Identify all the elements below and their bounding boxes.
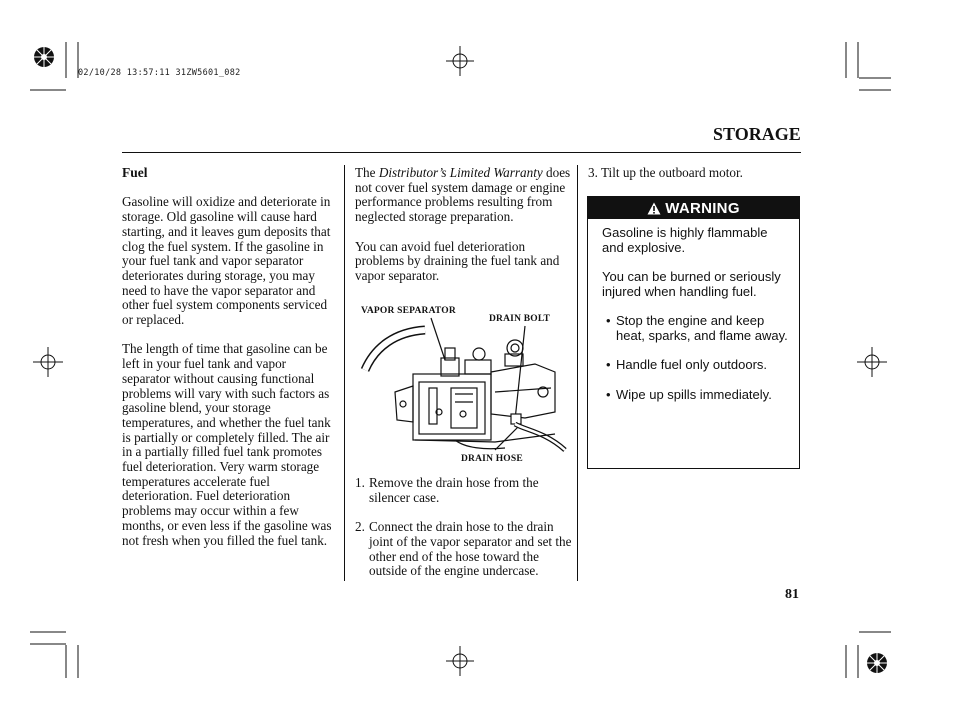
warning-title: WARNING (665, 199, 740, 217)
fuel-paragraph-2: The length of time that gasoline can be left in your fuel tank and vapor separator without causing functional problems will vary with such factors as gasoline blend, your storage temperatures, and whether the fuel tank is partially or completely filled. The air in a partially filled fuel tank promotes fuel deterioration. Very warm storage temperatures accelerate fuel deterioration. Fuel deterioration problems may occur within a few months, or even less if the gasoline was not fresh when you filled the fuel tank. (122, 341, 332, 548)
step-3-number: 3. (588, 165, 598, 180)
steps-list (355, 476, 573, 579)
warning-bullet: • Stop the engine and keep heat, sparks, and flame away. (606, 314, 789, 343)
step-1-text: Remove the drain hose from the silencer case. (369, 475, 539, 505)
warning-paragraph-2: You can be burned or seriously injured when handling fuel. (602, 269, 781, 299)
section-title: STORAGE (713, 124, 801, 144)
warning-paragraph-1: Gasoline is highly flammable and explosive. (602, 225, 768, 255)
column-draining (355, 166, 573, 284)
draining-steps (355, 476, 573, 579)
step-2-text: Connect the drain hose to the drain joint of the vapor separator and set the other end of the hose toward the outside of the engine undercase. (369, 519, 572, 579)
fuel-heading: Fuel (122, 165, 148, 180)
engine-illustration (355, 302, 575, 452)
print-stamp: 02/10/28 13:57:11 31ZW5601_082 (78, 68, 241, 78)
registration-target-top-left (34, 47, 54, 67)
registration-target-bottom-right (867, 653, 887, 673)
warning-bullet: • Handle fuel only outdoors. (606, 358, 789, 373)
step-3-text: Tilt up the outboard motor. (600, 165, 743, 180)
header-rule (122, 152, 801, 153)
vapor-separator-diagram (355, 302, 575, 472)
step-2-number: 2. (355, 519, 365, 535)
step-1-number: 1. (355, 475, 365, 490)
warranty-title: Distributor’s Limited Warranty (378, 165, 543, 180)
warranty-text-pre: The (355, 165, 379, 180)
label-vapor-separator: VAPOR SEPARATOR (361, 306, 456, 316)
fuel-paragraph-1: Gasoline will oxidize and deteriorate in storage. Old gasoline will cause hard starting, and it leaves gum deposits that clog the fuel system. If the gasoline in your fuel tank and vapor separator deteriorates during storage, you may need to have the vapor separator and other fuel system components serviced or replaced. (122, 194, 331, 328)
warranty-paragraph (355, 166, 573, 225)
page-number: 81 (785, 587, 799, 602)
label-drain-bolt: DRAIN BOLT (489, 314, 551, 324)
warning-body (588, 219, 799, 402)
warning-box (587, 196, 800, 469)
column-divider-1 (344, 165, 345, 581)
warning-bullets (602, 314, 789, 402)
warning-header (588, 197, 799, 219)
column-divider-2 (577, 165, 578, 581)
warning-triangle-icon (647, 202, 661, 215)
avoid-paragraph: You can avoid fuel deterioration problems by draining the fuel tank and vapor separator. (355, 238, 560, 283)
column-fuel (122, 166, 336, 548)
warning-bullet: • Wipe up spills immediately. (606, 388, 789, 403)
warranty-text-post: does not cover fuel system damage or engine performance problems resulting from neglected storage preparation. (355, 165, 571, 225)
step-1 (355, 476, 573, 505)
step-3 (588, 166, 800, 181)
step-2 (355, 520, 573, 579)
label-drain-hose: DRAIN HOSE (461, 454, 523, 464)
